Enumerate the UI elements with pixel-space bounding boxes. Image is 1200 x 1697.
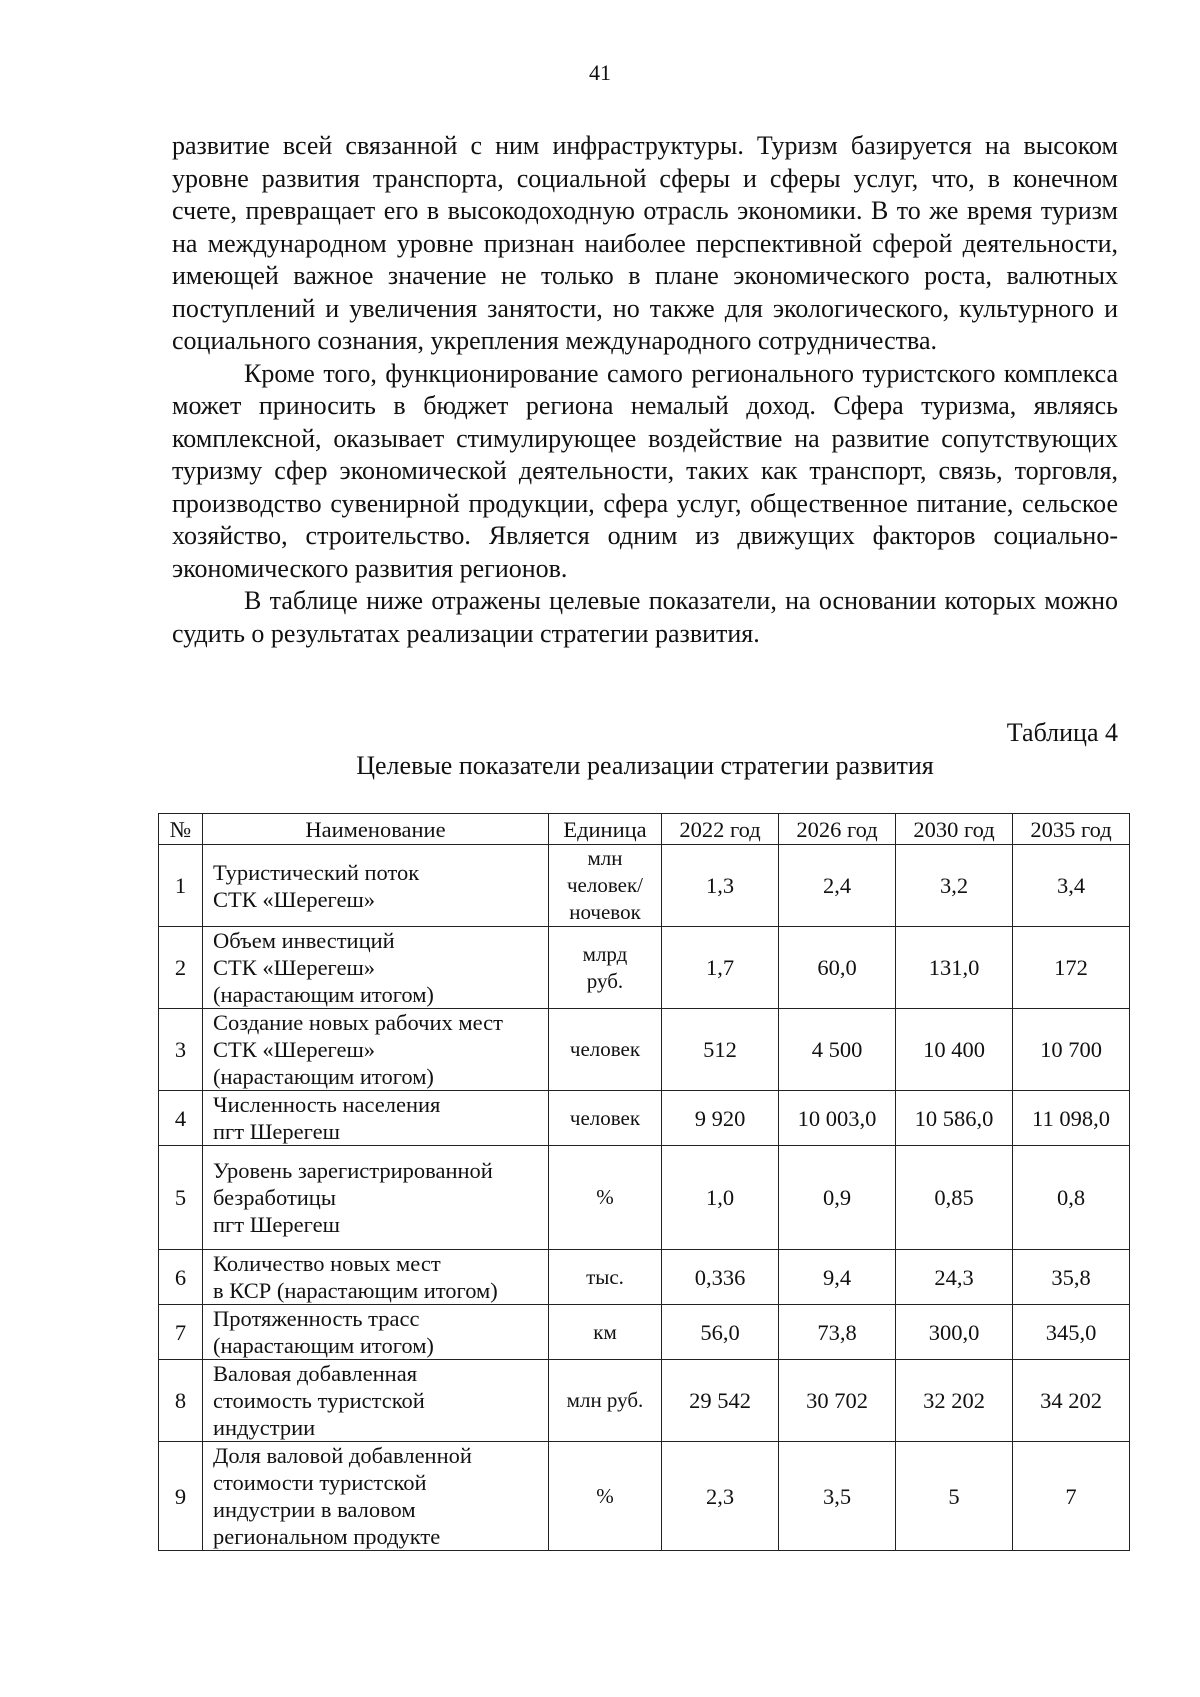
row-number: 6 (159, 1250, 203, 1305)
row-number: 8 (159, 1360, 203, 1442)
indicator-name-line: (нарастающим итогом) (213, 1064, 434, 1089)
indicator-name (203, 1146, 549, 1250)
value-2026: 4 500 (779, 1009, 896, 1091)
indicator-unit-line: человек (569, 1037, 641, 1061)
indicator-name-line: СТК «Шерегеш» (213, 886, 376, 912)
indicator-name-line: в КСР (нарастающим итогом) (213, 1278, 498, 1303)
indicator-unit (549, 1009, 662, 1091)
value-2026: 3,5 (779, 1442, 896, 1551)
value-2026: 9,4 (779, 1250, 896, 1305)
indicator-unit-line: руб. (586, 968, 624, 993)
value-2026: 0,9 (779, 1146, 896, 1250)
indicator-unit-line: человек (569, 1105, 641, 1130)
page-number: 41 (589, 60, 611, 85)
indicator-unit-line: % (596, 1483, 614, 1508)
indicator-name-line: СТК «Шерегеш» (213, 955, 376, 980)
indicator-name-line: индустрии (213, 1415, 316, 1440)
indicator-name-line: стоимость туристской (213, 1388, 425, 1413)
table-row (159, 1146, 1130, 1250)
indicator-unit (549, 1360, 662, 1442)
indicator-name-line: СТК «Шерегеш» (213, 1037, 376, 1062)
indicator-unit-line: % (596, 1185, 614, 1209)
value-2026: 10 003,0 (779, 1091, 896, 1146)
row-number: 5 (159, 1146, 203, 1250)
row-number: 3 (159, 1009, 203, 1091)
indicator-name-line: Уровень зарегистрированной (213, 1158, 493, 1183)
value-2022: 1,0 (662, 1146, 779, 1250)
header-2026: 2026 год (779, 814, 896, 845)
indicator-name (203, 1250, 549, 1305)
row-number: 2 (159, 927, 203, 1009)
value-2022: 512 (662, 1009, 779, 1091)
indicator-unit (549, 1305, 662, 1360)
header-2022: 2022 год (662, 814, 779, 845)
value-2026: 30 702 (779, 1360, 896, 1442)
indicator-unit-line: млрд (582, 941, 628, 966)
indicator-unit (549, 845, 662, 927)
value-2035: 172 (1013, 927, 1130, 1009)
value-2022: 1,3 (662, 845, 779, 927)
indicator-name-line: Объем инвестиций (213, 928, 395, 953)
target-indicators-table (158, 813, 1130, 1551)
row-number: 4 (159, 1091, 203, 1146)
indicator-name-line: пгт Шерегеш (213, 1212, 340, 1237)
table-row (159, 1442, 1130, 1551)
indicator-unit-line: млн руб. (566, 1388, 644, 1412)
indicator-name-line: Протяженность трасс (213, 1306, 420, 1331)
indicator-unit-line: человек/ (566, 873, 643, 897)
indicator-unit-line: тыс. (586, 1264, 624, 1289)
table-body (159, 845, 1130, 1551)
indicator-name-line: пгт Шерегеш (213, 1119, 340, 1144)
indicator-unit (549, 1250, 662, 1305)
indicator-name (203, 1009, 549, 1091)
indicator-name-line: Доля валовой добавленной (213, 1443, 472, 1468)
value-2030: 10 586,0 (896, 1091, 1013, 1146)
value-2030: 131,0 (896, 927, 1013, 1009)
value-2022: 1,7 (662, 927, 779, 1009)
value-2026: 60,0 (779, 927, 896, 1009)
table-row (159, 1250, 1130, 1305)
indicator-name-line: Численность населения (213, 1092, 441, 1117)
value-2026: 73,8 (779, 1305, 896, 1360)
table-row (159, 1360, 1130, 1442)
paragraph-1: развитие всей связанной с ним инфраструктуры. Туризм базируется на высоком уровне развития транспорта, социальной сферы и сферы услуг, что, в конечном счете, превращает его в высокодоходную отрасль экономики. В то же время туризм на международном уровне признан наиболее перспективной сферой деятельности, имеющей важное значение не только в плане экономического роста, валютных поступлений и увеличения занятости, но также для экологического, культурного и социального сознания, укрепления международного сотрудничества. (172, 131, 1118, 355)
body-text (172, 130, 1118, 650)
value-2035: 34 202 (1013, 1360, 1130, 1442)
table-row (159, 845, 1130, 927)
value-2030: 300,0 (896, 1305, 1013, 1360)
indicator-name-line: (нарастающим итогом) (213, 982, 434, 1007)
value-2030: 24,3 (896, 1250, 1013, 1305)
value-2035: 7 (1013, 1442, 1130, 1551)
value-2022: 29 542 (662, 1360, 779, 1442)
header-2035: 2035 год (1013, 814, 1130, 845)
value-2022: 2,3 (662, 1442, 779, 1551)
indicator-name-line: Валовая добавленная (213, 1361, 418, 1386)
value-2035: 0,8 (1013, 1146, 1130, 1250)
value-2035: 11 098,0 (1013, 1091, 1130, 1146)
indicator-unit-line: млн (587, 846, 623, 870)
value-2022: 56,0 (662, 1305, 779, 1360)
table-row (159, 1305, 1130, 1360)
indicator-name-line: Создание новых рабочих мест (213, 1010, 503, 1035)
indicator-name-line: Туристический поток (213, 859, 420, 885)
value-2035: 3,4 (1013, 845, 1130, 927)
row-number: 7 (159, 1305, 203, 1360)
value-2030: 3,2 (896, 845, 1013, 927)
indicator-name-line: индустрии в валовом (213, 1497, 416, 1522)
indicator-name-line: (нарастающим итогом) (213, 1333, 434, 1358)
indicator-unit (549, 1091, 662, 1146)
value-2030: 32 202 (896, 1360, 1013, 1442)
header-unit: Единица (549, 814, 662, 845)
table-row (159, 927, 1130, 1009)
paragraph-3: В таблице ниже отражены целевые показатели, на основании которых можно судить о результатах реализации стратегии развития. (172, 586, 1118, 648)
indicator-name (203, 1305, 549, 1360)
indicator-unit-line: ночевок (569, 900, 641, 924)
row-number: 1 (159, 845, 203, 927)
indicator-name-line: безработицы (213, 1185, 336, 1210)
value-2026: 2,4 (779, 845, 896, 927)
value-2035: 35,8 (1013, 1250, 1130, 1305)
header-2030: 2030 год (896, 814, 1013, 845)
indicator-name-line: региональном продукте (213, 1524, 441, 1549)
value-2030: 5 (896, 1442, 1013, 1551)
indicator-unit (549, 1146, 662, 1250)
table-header-row (159, 814, 1130, 845)
header-number: № (159, 814, 203, 845)
table-label: Таблица 4 (1006, 718, 1118, 747)
indicator-name-line: стоимости туристской (213, 1470, 427, 1495)
value-2030: 0,85 (896, 1146, 1013, 1250)
indicator-unit-line: км (593, 1319, 617, 1344)
value-2022: 0,336 (662, 1250, 779, 1305)
header-name: Наименование (203, 814, 549, 845)
value-2022: 9 920 (662, 1091, 779, 1146)
table-row (159, 1091, 1130, 1146)
value-2035: 10 700 (1013, 1009, 1130, 1091)
indicator-name (203, 1360, 549, 1442)
indicator-name (203, 927, 549, 1009)
value-2035: 345,0 (1013, 1305, 1130, 1360)
indicator-name (203, 1091, 549, 1146)
indicator-unit (549, 1442, 662, 1551)
value-2030: 10 400 (896, 1009, 1013, 1091)
indicator-name-line: Количество новых мест (213, 1251, 441, 1276)
indicator-name (203, 845, 549, 927)
indicator-unit (549, 927, 662, 1009)
indicator-name (203, 1442, 549, 1551)
paragraph-2: Кроме того, функционирование самого регионального туристского комплекса может приносить в бюджет региона немалый доход. Сфера туризма, являясь комплексной, оказывает стимулирующее воздействие на развитие сопутствующих туризму сфер экономической деятельности, таких как транспорт, связь, торговля, производство сувенирной продукции, сфера услуг, общественное питание, сельское хозяйство, строительство. Является одним из движущих факторов социально-экономического развития регионов. (172, 358, 1118, 583)
table-row (159, 1009, 1130, 1091)
table-title: Целевые показатели реализации стратегии развития (356, 751, 934, 780)
row-number: 9 (159, 1442, 203, 1551)
